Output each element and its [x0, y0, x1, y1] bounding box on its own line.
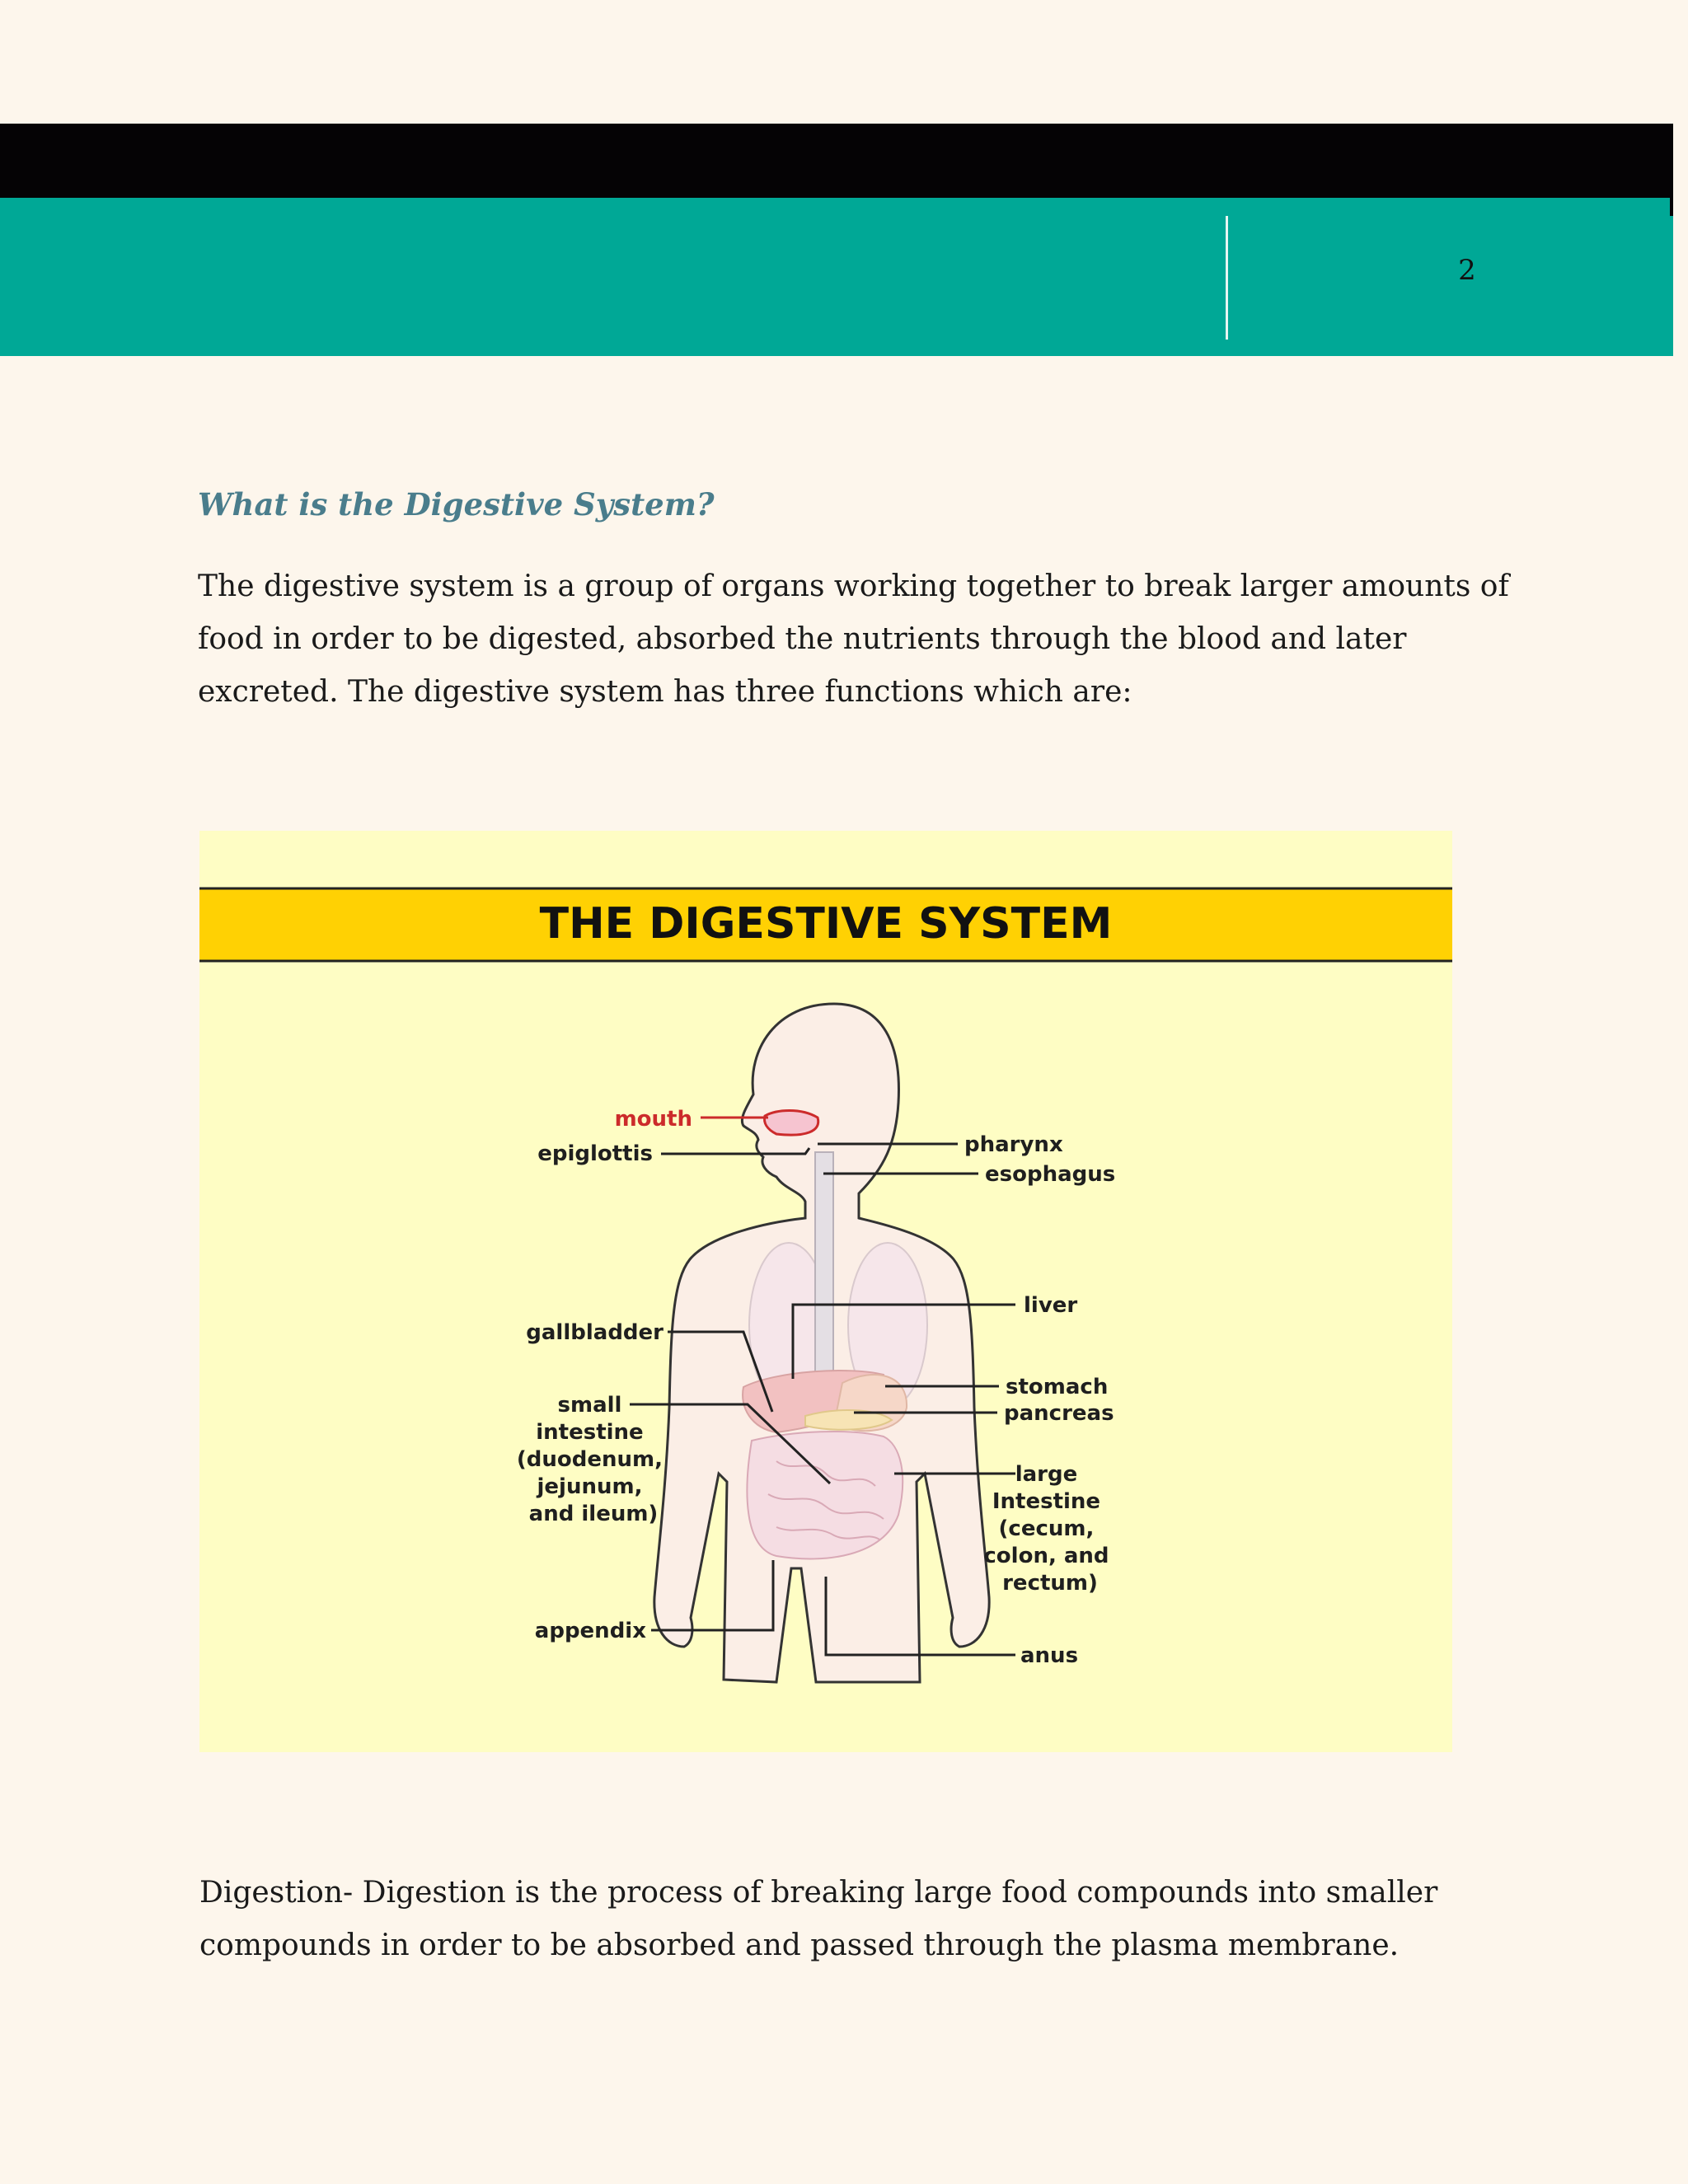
header-edge-line: [1670, 124, 1673, 216]
header-divider: [1226, 216, 1228, 340]
intro-paragraph: The digestive system is a group of organs working together to break larger amounts of food in order to be digested, absorbed the nutrients through the blood and later excreted. The digestive system has three functions which are:: [198, 569, 1509, 709]
label-esophagus: esophagus: [985, 1162, 1116, 1187]
label-mouth: mouth: [614, 1107, 692, 1132]
label-pharynx: pharynx: [964, 1132, 1063, 1157]
digestive-system-diagram: [199, 831, 1452, 1752]
label-large-intestine: large Intestine (cecum, colon, and rectum): [983, 1462, 1109, 1596]
label-anus: anus: [1020, 1643, 1079, 1668]
figure-title: THE DIGESTIVE SYSTEM: [539, 899, 1113, 949]
label-appendix: appendix: [534, 1619, 646, 1643]
label-liver: liver: [1024, 1293, 1078, 1318]
label-epiglottis: epiglottis: [537, 1141, 653, 1166]
page-number: 2: [1458, 254, 1476, 287]
mouth-shape: [765, 1111, 818, 1136]
label-stomach: stomach: [1006, 1375, 1109, 1399]
header-black-band: [0, 124, 1673, 198]
label-gallbladder: gallbladder: [526, 1320, 663, 1345]
digestive-system-figure: [199, 831, 1452, 1752]
digestion-paragraph: Digestion- Digestion is the process of breaking large food compounds into smaller compounds in order to be absorbed and passed through the plasma membrane.: [199, 1876, 1438, 1962]
label-small-intestine: small intestine (duodenum, jejunum, and ileum): [516, 1393, 663, 1526]
label-pancreas: pancreas: [1004, 1401, 1114, 1426]
header-teal-band: [0, 198, 1673, 356]
section-heading: What is the Digestive System?: [198, 486, 715, 523]
